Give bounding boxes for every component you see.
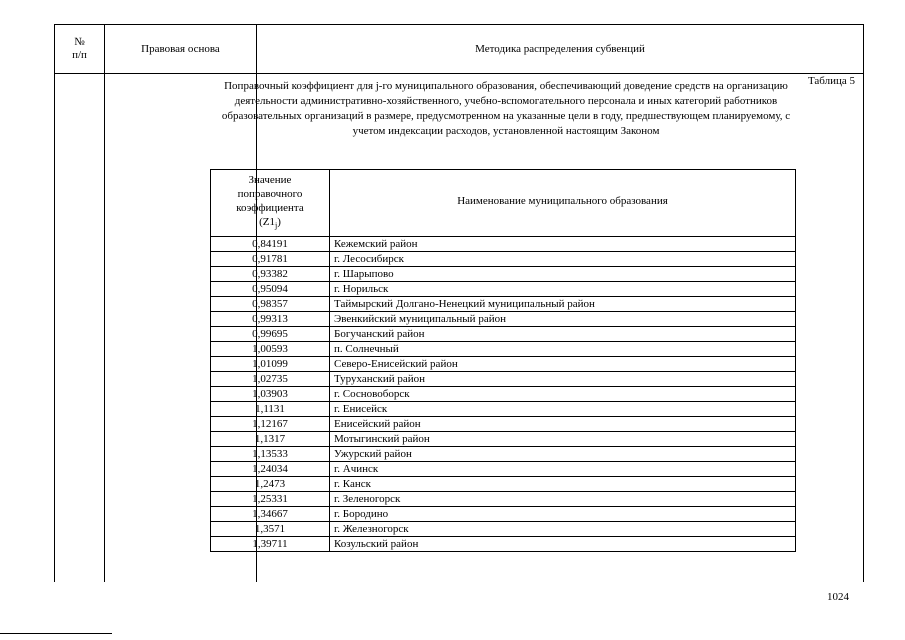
table-row bbox=[211, 447, 796, 462]
municipality-name: п. Солнечный bbox=[330, 342, 796, 357]
value-column-header bbox=[211, 170, 330, 237]
table-row bbox=[211, 537, 796, 552]
municipality-name: г. Железногорск bbox=[330, 522, 796, 537]
legal-basis-header: Правовая основа bbox=[141, 42, 220, 55]
municipality-name: г. Енисейск bbox=[330, 402, 796, 417]
municipality-name: Козульский район bbox=[330, 537, 796, 552]
coefficient-table-header bbox=[211, 170, 796, 237]
municipality-name: г. Сосновоборск bbox=[330, 387, 796, 402]
municipality-name: Таймырский Долгано-Ненецкий муниципальный район bbox=[330, 297, 796, 312]
table-row bbox=[211, 312, 796, 327]
method-header: Методика распределения субвенций bbox=[475, 42, 645, 55]
value-column-symbol: (Z1 bbox=[259, 215, 275, 228]
coefficient-value: 1,12167 bbox=[211, 417, 330, 432]
value-column-title: Значение поправочного коэффициента bbox=[236, 173, 304, 214]
municipality-name: г. Шарыпово bbox=[330, 267, 796, 282]
table-row bbox=[211, 417, 796, 432]
coefficient-value: 1,01099 bbox=[211, 357, 330, 372]
table-row bbox=[211, 357, 796, 372]
name-column-header: Наименование муниципального образования bbox=[330, 170, 796, 237]
coefficient-value: 1,13533 bbox=[211, 447, 330, 462]
coefficient-value: 0,93382 bbox=[211, 267, 330, 282]
value-column-symbol-close: ) bbox=[277, 215, 281, 228]
municipality-name: Богучанский район bbox=[330, 327, 796, 342]
coefficient-value: 1,1131 bbox=[211, 402, 330, 417]
table-row bbox=[211, 477, 796, 492]
municipality-name: Эвенкийский муниципальный район bbox=[330, 312, 796, 327]
coefficient-value: 1,2473 bbox=[211, 477, 330, 492]
municipality-name: г. Зеленогорск bbox=[330, 492, 796, 507]
table-row bbox=[211, 252, 796, 267]
municipality-name: Туруханский район bbox=[330, 372, 796, 387]
table-row bbox=[211, 432, 796, 447]
municipality-name: Ужурский район bbox=[330, 447, 796, 462]
row-number-header: № п/п bbox=[72, 36, 87, 61]
table-row bbox=[211, 402, 796, 417]
table-row bbox=[211, 342, 796, 357]
table-row bbox=[211, 282, 796, 297]
table-row bbox=[211, 327, 796, 342]
coefficient-value: 1,1317 bbox=[211, 432, 330, 447]
coefficient-value: 0,91781 bbox=[211, 252, 330, 267]
column-divider bbox=[104, 25, 105, 582]
table-row bbox=[211, 507, 796, 522]
coefficient-value: 0,99313 bbox=[211, 312, 330, 327]
coefficient-value: 1,24034 bbox=[211, 462, 330, 477]
municipality-name: г. Канск bbox=[330, 477, 796, 492]
header-divider bbox=[55, 73, 863, 74]
municipality-name: г. Ачинск bbox=[330, 462, 796, 477]
table-row bbox=[211, 462, 796, 477]
coefficient-value: 0,99695 bbox=[211, 327, 330, 342]
coefficient-table bbox=[210, 169, 796, 552]
coefficient-value: 1,00593 bbox=[211, 342, 330, 357]
municipality-name: г. Норильск bbox=[330, 282, 796, 297]
table-number: Таблица 5 bbox=[807, 75, 855, 87]
table-caption: Поправочный коэффициент для j-го муниципального образования, обеспечивающий доведение средств на организацию деятельности административно-хозяйственного, учебно-вспомогательного персонала и иных категорий работников образовательных организаций в размере, предусмотренном на указанные цели в году, предшествующем планируемому, с учетом индексации расходов, установленной настоящим Законом bbox=[221, 80, 791, 137]
page-number: 1024 bbox=[827, 591, 849, 603]
coefficient-value: 1,02735 bbox=[211, 372, 330, 387]
table-row bbox=[211, 492, 796, 507]
footer-rule bbox=[0, 633, 112, 634]
table-row bbox=[211, 297, 796, 312]
table-row bbox=[211, 237, 796, 252]
coefficient-value: 1,03903 bbox=[211, 387, 330, 402]
coefficient-value: 1,25331 bbox=[211, 492, 330, 507]
table-row bbox=[211, 267, 796, 282]
municipality-name: г. Бородино bbox=[330, 507, 796, 522]
coefficient-value: 0,95094 bbox=[211, 282, 330, 297]
table-row bbox=[211, 387, 796, 402]
municipality-name: Енисейский район bbox=[330, 417, 796, 432]
coefficient-value: 1,34667 bbox=[211, 507, 330, 522]
table-row bbox=[211, 372, 796, 387]
coefficient-value: 1,39711 bbox=[211, 537, 330, 552]
coefficient-table-body bbox=[211, 237, 796, 552]
value-column-subscript: j bbox=[274, 221, 278, 231]
coefficient-value: 1,3571 bbox=[211, 522, 330, 537]
coefficient-value: 0,98357 bbox=[211, 297, 330, 312]
municipality-name: Кежемский район bbox=[330, 237, 796, 252]
coefficient-value: 0,84191 bbox=[211, 237, 330, 252]
municipality-name: г. Лесосибирск bbox=[330, 252, 796, 267]
municipality-name: Мотыгинский район bbox=[330, 432, 796, 447]
municipality-name: Северо-Енисейский район bbox=[330, 357, 796, 372]
table-row bbox=[211, 522, 796, 537]
